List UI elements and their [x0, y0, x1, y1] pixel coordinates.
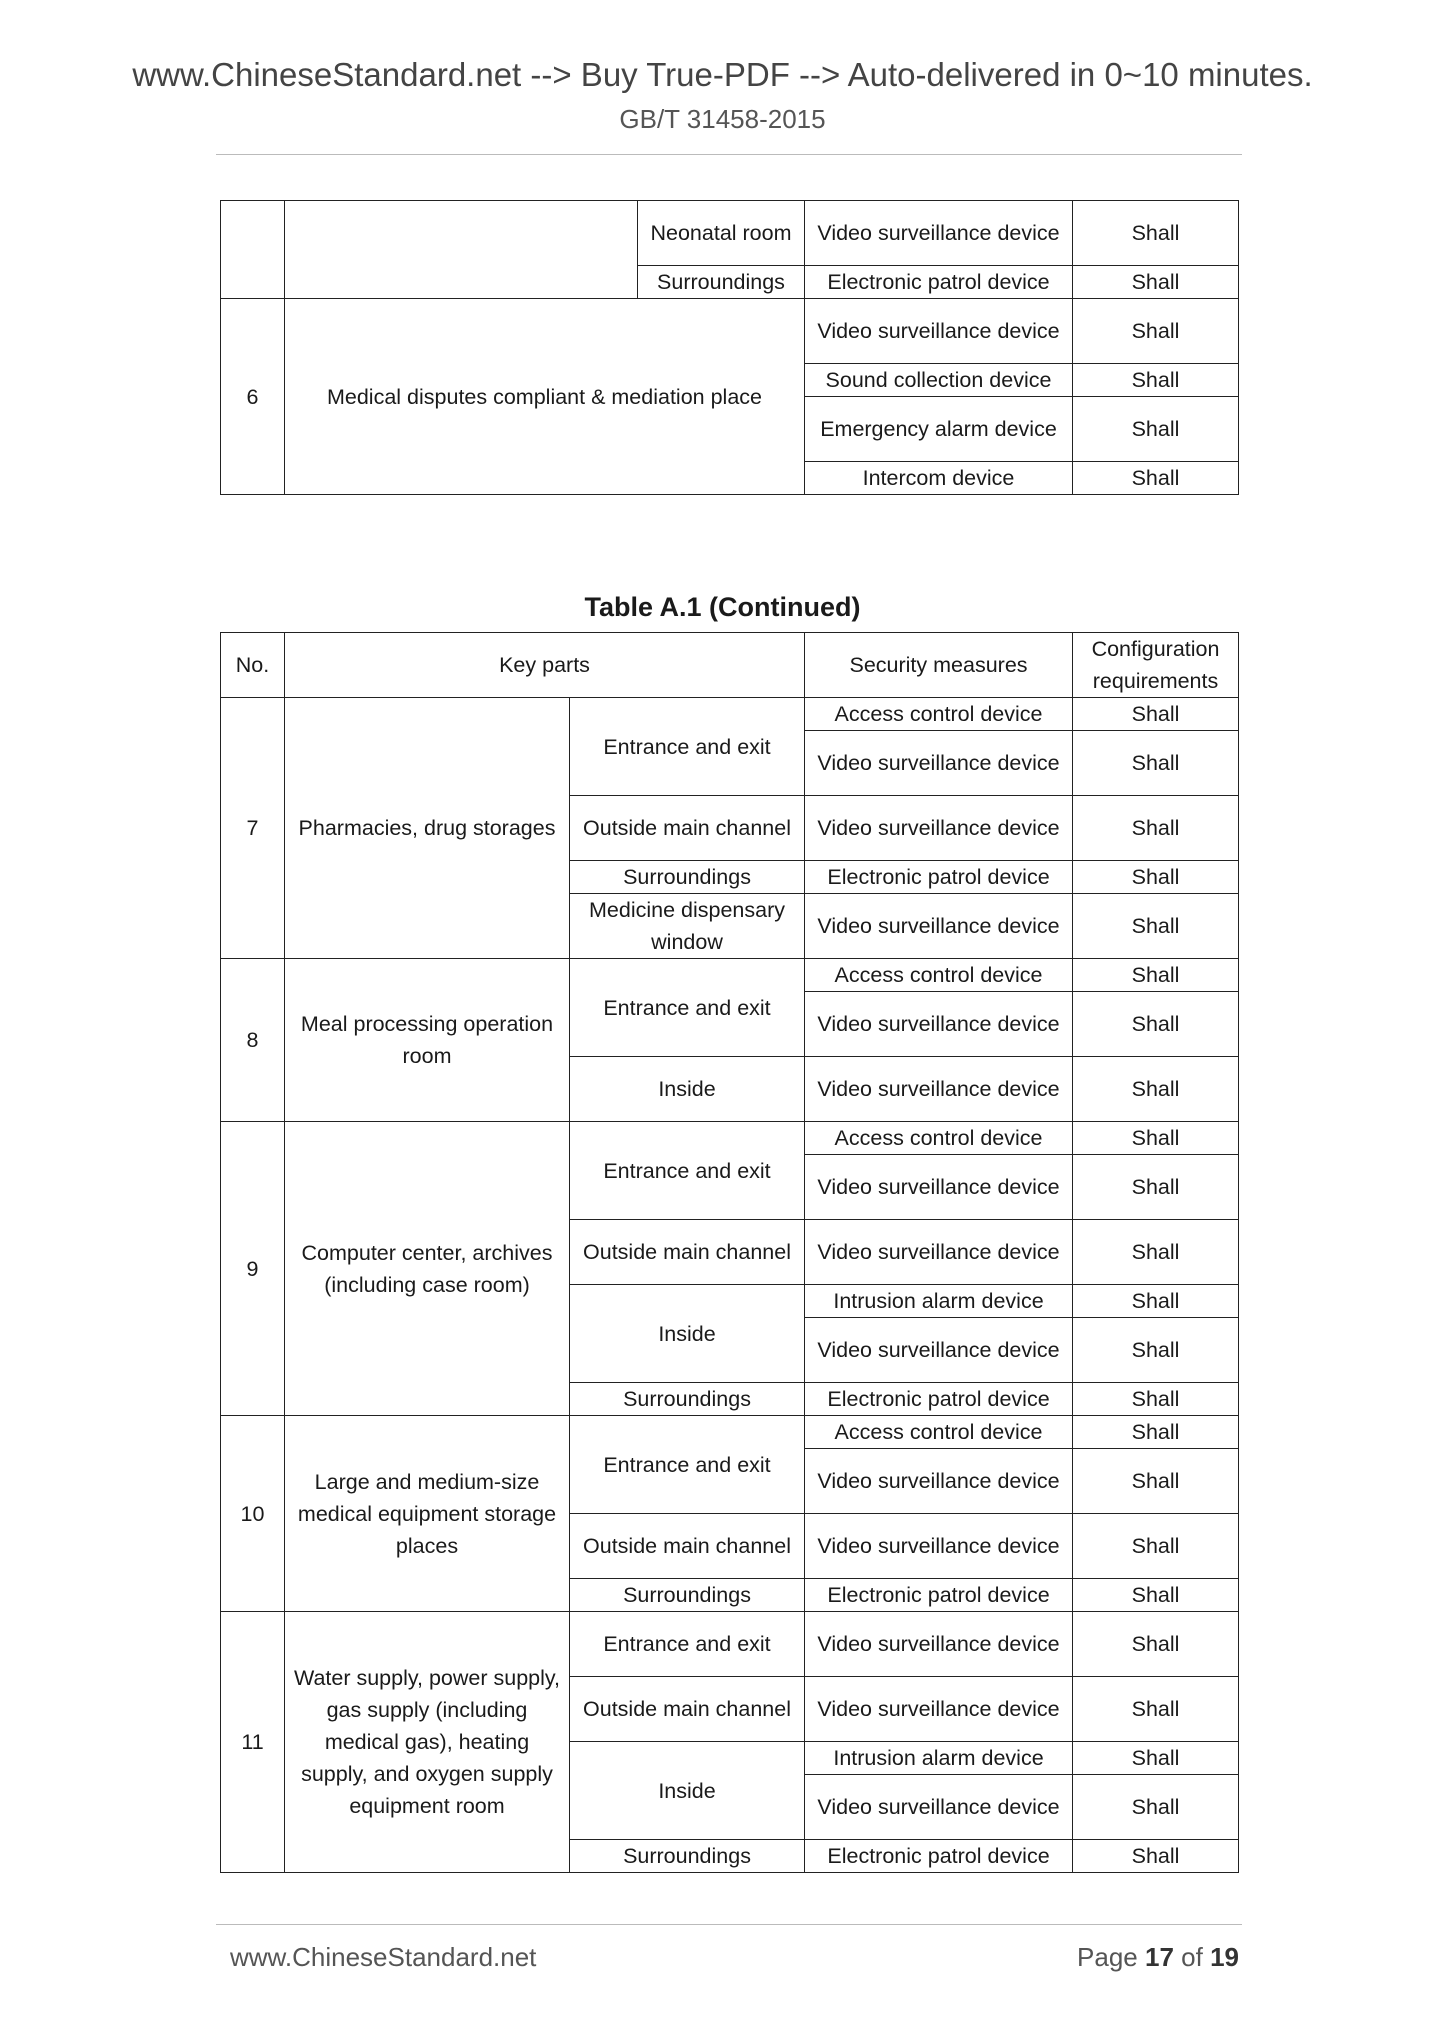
measure-cell: Intercom device [805, 462, 1073, 495]
requirement-cell: Shall [1073, 1742, 1239, 1775]
measure-cell: Electronic patrol device [805, 1579, 1073, 1612]
page-number: 17 [1145, 1942, 1174, 1972]
measure-cell: Electronic patrol device [805, 861, 1073, 894]
header-key-parts: Key parts [285, 633, 805, 698]
measure-cell: Video surveillance device [805, 1057, 1073, 1122]
measure-cell: Video surveillance device [805, 731, 1073, 796]
key-part-cell: Computer center, archives (including case room) [285, 1122, 570, 1416]
requirement-cell: Shall [1073, 796, 1239, 861]
sub-part-cell: Outside main channel [570, 1677, 805, 1742]
no-cell: 11 [221, 1612, 285, 1873]
measure-cell: Video surveillance device [805, 201, 1073, 266]
table-continuation-top [220, 200, 1239, 495]
measure-cell: Sound collection device [805, 364, 1073, 397]
table-header-row [221, 633, 1239, 698]
sub-part-cell: Entrance and exit [570, 959, 805, 1057]
no-cell [221, 201, 285, 299]
requirement-cell: Shall [1073, 1416, 1239, 1449]
header-configuration: Configuration requirements [1073, 633, 1239, 698]
requirement-cell: Shall [1073, 698, 1239, 731]
sub-part-cell: Inside [570, 1285, 805, 1383]
key-part-cell: Large and medium-size medical equipment storage places [285, 1416, 570, 1612]
key-part-cell: Water supply, power supply, gas supply (including medical gas), heating supply, and oxygen supply equipment room [285, 1612, 570, 1873]
requirement-cell: Shall [1073, 1057, 1239, 1122]
measure-cell: Video surveillance device [805, 1318, 1073, 1383]
requirement-cell: Shall [1073, 201, 1239, 266]
measure-cell: Video surveillance device [805, 796, 1073, 861]
sub-part-cell: Neonatal room [638, 201, 805, 266]
requirement-cell: Shall [1073, 1383, 1239, 1416]
sub-part-cell: Entrance and exit [570, 698, 805, 796]
measure-cell: Electronic patrol device [805, 1840, 1073, 1873]
requirement-cell: Shall [1073, 397, 1239, 462]
requirement-cell: Shall [1073, 1677, 1239, 1742]
measure-cell: Access control device [805, 959, 1073, 992]
table-row [221, 1612, 1239, 1677]
table-row [221, 959, 1239, 992]
sub-part-cell: Medicine dispensary window [570, 894, 805, 959]
measure-cell: Emergency alarm device [805, 397, 1073, 462]
measure-cell: Video surveillance device [805, 1220, 1073, 1285]
no-cell: 9 [221, 1122, 285, 1416]
requirement-cell: Shall [1073, 992, 1239, 1057]
measure-cell: Video surveillance device [805, 894, 1073, 959]
sub-part-cell: Surroundings [570, 1579, 805, 1612]
sub-part-cell: Entrance and exit [570, 1416, 805, 1514]
measure-cell: Video surveillance device [805, 1677, 1073, 1742]
table-a1-continued [220, 632, 1239, 1873]
header-security-measures: Security measures [805, 633, 1073, 698]
requirement-cell: Shall [1073, 959, 1239, 992]
sub-part-cell: Inside [570, 1057, 805, 1122]
measure-cell: Video surveillance device [805, 992, 1073, 1057]
key-part-cell [285, 201, 638, 299]
sub-part-cell: Surroundings [570, 1383, 805, 1416]
table-row [221, 201, 1239, 266]
no-cell: 7 [221, 698, 285, 959]
requirement-cell: Shall [1073, 731, 1239, 796]
no-cell: 10 [221, 1416, 285, 1612]
measure-cell: Access control device [805, 1122, 1073, 1155]
sub-part-cell: Outside main channel [570, 1220, 805, 1285]
requirement-cell: Shall [1073, 1840, 1239, 1873]
header-no: No. [221, 633, 285, 698]
requirement-cell: Shall [1073, 1285, 1239, 1318]
page-word: Page [1077, 1942, 1138, 1972]
page-indicator [1077, 1942, 1239, 1973]
header-banner: www.ChineseStandard.net --> Buy True-PDF --> Auto-delivered in 0~10 minutes. [132, 56, 1313, 93]
requirement-cell: Shall [1073, 1579, 1239, 1612]
requirement-cell: Shall [1073, 1318, 1239, 1383]
no-cell: 6 [221, 299, 285, 495]
measure-cell: Intrusion alarm device [805, 1285, 1073, 1318]
footer-rule [216, 1924, 1242, 1925]
page-total: 19 [1210, 1942, 1239, 1972]
sub-part-cell: Inside [570, 1742, 805, 1840]
key-part-cell: Meal processing operation room [285, 959, 570, 1122]
requirement-cell: Shall [1073, 462, 1239, 495]
sub-part-cell: Surroundings [638, 266, 805, 299]
table-title: Table A.1 (Continued) [584, 592, 861, 622]
requirement-cell: Shall [1073, 1122, 1239, 1155]
measure-cell: Access control device [805, 1416, 1073, 1449]
sub-part-cell: Entrance and exit [570, 1612, 805, 1677]
measure-cell: Access control device [805, 698, 1073, 731]
no-cell: 8 [221, 959, 285, 1122]
measure-cell: Video surveillance device [805, 1612, 1073, 1677]
requirement-cell: Shall [1073, 364, 1239, 397]
table-row [221, 299, 1239, 364]
measure-cell: Video surveillance device [805, 299, 1073, 364]
measure-cell: Intrusion alarm device [805, 1742, 1073, 1775]
header-rule [216, 154, 1242, 155]
table-row [221, 1122, 1239, 1155]
table-row [221, 698, 1239, 731]
measure-cell: Video surveillance device [805, 1775, 1073, 1840]
requirement-cell: Shall [1073, 1220, 1239, 1285]
of-word: of [1181, 1942, 1203, 1972]
sub-part-cell: Entrance and exit [570, 1122, 805, 1220]
key-part-cell: Pharmacies, drug storages [285, 698, 570, 959]
requirement-cell: Shall [1073, 1775, 1239, 1840]
requirement-cell: Shall [1073, 299, 1239, 364]
measure-cell: Video surveillance device [805, 1449, 1073, 1514]
measure-cell: Video surveillance device [805, 1155, 1073, 1220]
requirement-cell: Shall [1073, 1155, 1239, 1220]
footer-site-link[interactable]: www.ChineseStandard.net [230, 1942, 537, 1972]
measure-cell: Video surveillance device [805, 1514, 1073, 1579]
key-part-cell: Medical disputes compliant & mediation place [285, 299, 805, 495]
sub-part-cell: Outside main channel [570, 1514, 805, 1579]
table-row [221, 1416, 1239, 1449]
requirement-cell: Shall [1073, 861, 1239, 894]
requirement-cell: Shall [1073, 894, 1239, 959]
sub-part-cell: Outside main channel [570, 796, 805, 861]
sub-part-cell: Surroundings [570, 861, 805, 894]
requirement-cell: Shall [1073, 1612, 1239, 1677]
requirement-cell: Shall [1073, 1514, 1239, 1579]
measure-cell: Electronic patrol device [805, 1383, 1073, 1416]
measure-cell: Electronic patrol device [805, 266, 1073, 299]
requirement-cell: Shall [1073, 266, 1239, 299]
standard-code: GB/T 31458-2015 [619, 104, 826, 134]
sub-part-cell: Surroundings [570, 1840, 805, 1873]
requirement-cell: Shall [1073, 1449, 1239, 1514]
